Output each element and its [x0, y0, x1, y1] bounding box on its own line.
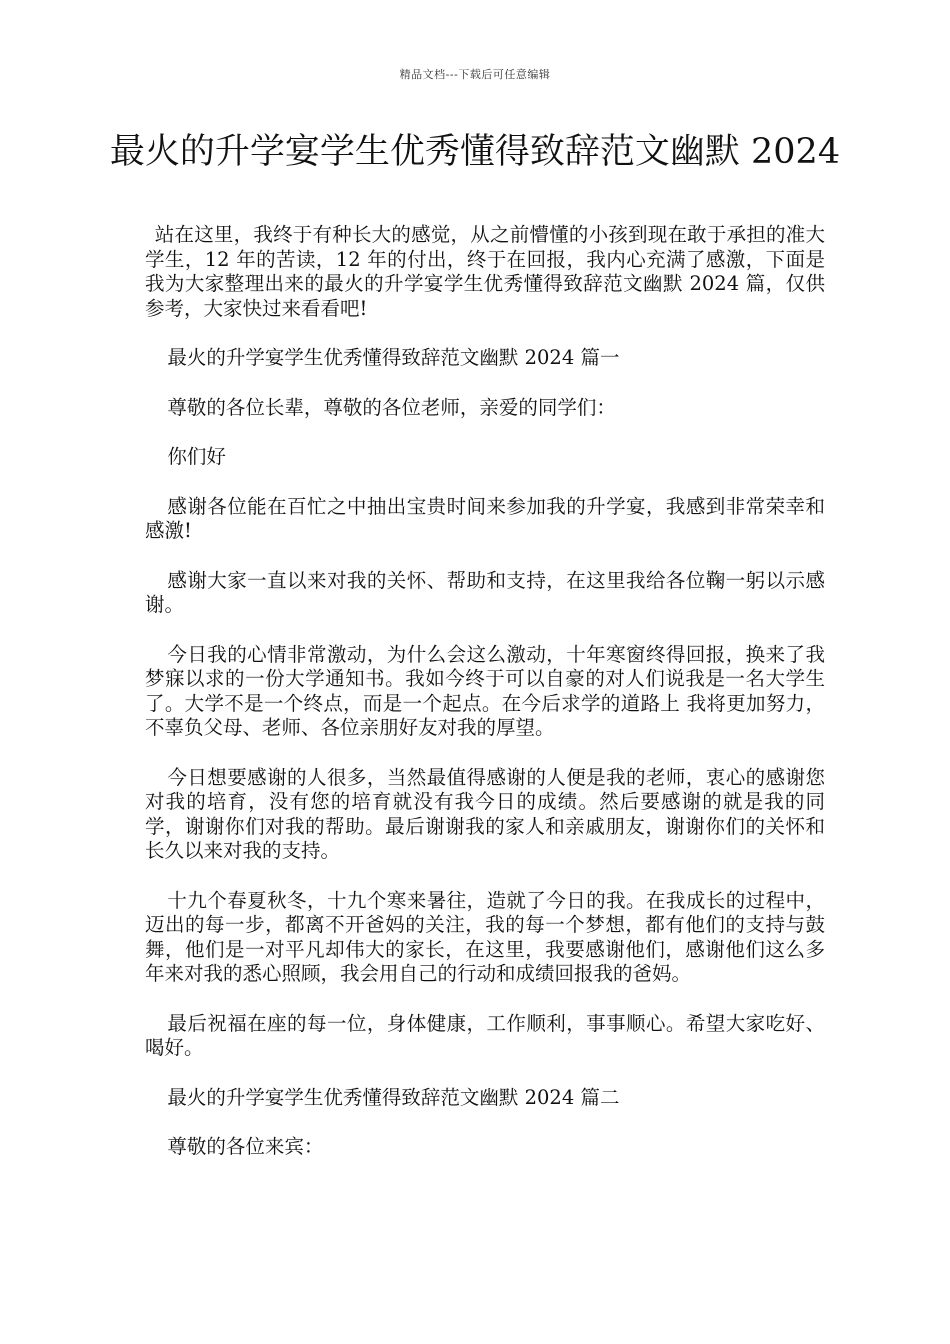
- body-paragraph: 今日我的心情非常激动，为什么会这么激动，十年寒窗终得回报，换来了我梦寐以求的一份大学通知书。我如今终于可以自豪的对人们说我是一名大学生了。大学不是一个终点，而是一个起点。在今后求学的道路上 我将更加努力，不辜负父母、老师、各位亲朋好友对我的厚望。: [145, 642, 825, 739]
- salutation: 尊敬的各位来宾：: [167, 1135, 324, 1158]
- body-paragraph: 十九个春夏秋冬，十九个寒来暑往，造就了今日的我。在我成长的过程中，迈出的每一步，都离不开爸妈的关注，我的每一个梦想，都有他们的支持与鼓舞，他们是一对平凡却伟大的家长，在这里，我要感谢他们，感谢他们这么多年来对我的悉心照顾，我会用自己的行动和成绩回报我的爸妈。: [145, 888, 825, 985]
- body-paragraph: 最后祝福在座的每一位，身体健康，工作顺利，事事顺心。希望大家吃好、喝好。: [145, 1011, 825, 1059]
- section-heading-2: 最火的升学宴学生优秀懂得致辞范文幽默 2024 篇二: [167, 1085, 620, 1109]
- body-paragraph: 感谢各位能在百忙之中抽出宝贵时间来参加我的升学宴，我感到非常荣幸和感激!: [145, 494, 825, 542]
- header-note: 精品文档---下载后可任意编辑: [399, 68, 551, 81]
- page-title: 最火的升学宴学生优秀懂得致辞范文幽默 2024: [109, 132, 841, 172]
- greeting: 你们好: [167, 445, 226, 468]
- intro-paragraph: 站在这里，我终于有种长大的感觉，从之前懵懂的小孩到现在敢于承担的准大学生，12 年的苦读，12 年的付出，终于在回报，我内心充满了感激，下面是我为大家整理出来的最火的升学宴学生优秀懂得致辞范文幽默 2024 篇，仅供参考，大家快过来看看吧!: [145, 223, 825, 320]
- section-heading-1: 最火的升学宴学生优秀懂得致辞范文幽默 2024 篇一: [167, 346, 620, 369]
- body-paragraph: 感谢大家一直以来对我的关怀、帮助和支持，在这里我给各位鞠一躬以示感谢。: [145, 568, 825, 616]
- body-paragraph: 今日想要感谢的人很多，当然最值得感谢的人便是我的老师，衷心的感谢您对我的培育，没有您的培育就没有我今日的成绩。然后要感谢的就是我的同学，谢谢你们对我的帮助。最后谢谢我的家人和亲戚朋友，谢谢你们的关怀和长久以来对我的支持。: [145, 765, 825, 862]
- salutation: 尊敬的各位长辈，尊敬的各位老师，亲爱的同学们：: [167, 395, 616, 419]
- document-body: [145, 223, 825, 1185]
